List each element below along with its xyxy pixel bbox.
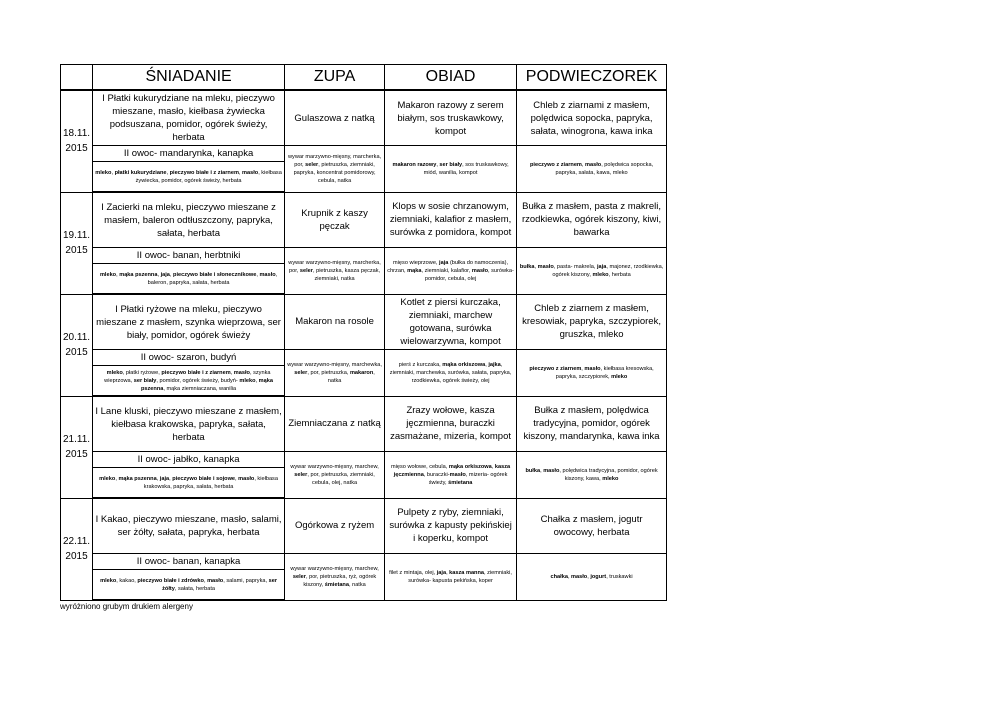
snack-cell: Bułka z masłem, polędwica tradycyjna, pomidor, ogórek kiszony, mandarynka, kawa inka bbox=[517, 396, 667, 452]
soup-cell: Gulaszowa z natką bbox=[285, 90, 385, 146]
breakfast-cell: I Kakao, pieczywo mieszane, masło, salami, ser żółty, sałata, papryka, herbata bbox=[93, 498, 285, 554]
day-date-line1: 18.11. bbox=[63, 128, 91, 140]
snack-ingredients: pieczywo z ziarnem, masło, polędwica sopocka, papryka, sałata, kawa, mleko bbox=[517, 146, 667, 193]
header-corner bbox=[61, 65, 93, 91]
dinner-ingredients: makaron razowy, ser biały, sos truskawkowy, miód, wanilia, kompot bbox=[385, 146, 517, 193]
day-date-line2: 2015 bbox=[65, 449, 88, 460]
day-date-line1: 22.11. bbox=[63, 536, 91, 547]
soup-cell: Makaron na rosole bbox=[285, 294, 385, 350]
day-date-line2: 2015 bbox=[65, 347, 88, 358]
day-date bbox=[61, 90, 93, 192]
day-date-line2: 2015 bbox=[65, 551, 88, 562]
snack-ingredients: bułka, masło, pasta- makrela, jaja, majonez, rzodkiewka, ogórek kiszony, mleko, herbata bbox=[517, 248, 667, 295]
breakfast-ingredients: mleko, mąka pszenna, jaja, pieczywo białe i słonecznikowe, masło, baleron, papryka, sałata, herbata bbox=[93, 264, 285, 295]
header-row bbox=[61, 65, 667, 91]
day-row-main bbox=[61, 192, 667, 248]
day-row-second-breakfast bbox=[61, 554, 667, 570]
menu-table bbox=[60, 64, 667, 601]
dinner-ingredients: pierś z kurczaka, mąka orkiszowa, jajka, ziemniaki, marchewka, surówka, sałata, papryka, rzodkiewka, ogórek świeży, olej bbox=[385, 350, 517, 397]
dinner-ingredients: mięso wołowe, cebula, mąka orkiszowa, kasza jęczmienna, buraczki-masło, mizeria- ogórek świeży, śmietana bbox=[385, 452, 517, 499]
dinner-cell: Klops w sosie chrzanowym, ziemniaki, kalafior z masłem, surówka z pomidora, kompot bbox=[385, 192, 517, 248]
dinner-ingredients: filet z mintaja, olej, jaja, kasza manna, ziemniaki, surówka- kapusta pekińska, koper bbox=[385, 554, 517, 601]
breakfast-ingredients: mleko, płatki ryżowe, pieczywo białe i z ziarnem, masło, szynka wieprzowa, ser biały, pomidor, ogórek świeży, budyń- mleko, mąka pszenna, mąka ziemniaczana, wanilia bbox=[93, 366, 285, 397]
breakfast-ingredients: mleko, kakao, pieczywo białe i zdrówko, masło, salami, papryka, ser żółty, sałata, herbata bbox=[93, 570, 285, 601]
soup-ingredients: wywar warzywno-mięsny, marchewka, seler, por, pietruszka, makaron, natka bbox=[285, 350, 385, 397]
breakfast-cell: I Płatki kukurydziane na mleku, pieczywo mieszane, masło, kiełbasa żywiecka podsuszana, pomidor, ogórek świeży, herbata bbox=[93, 90, 285, 146]
breakfast-ingredients: mleko, mąka pszenna, jaja, pieczywo białe i sojowe, masło, kiełbasa krakowska, papryka, sałata, herbata bbox=[93, 468, 285, 499]
breakfast-cell: I Płatki ryżowe na mleku, pieczywo mieszane z masłem, szynka wieprzowa, ser biały, pomidor, ogórek świeży bbox=[93, 294, 285, 350]
dinner-cell: Pulpety z ryby, ziemniaki, surówka z kapusty pekińskiej i koperku, kompot bbox=[385, 498, 517, 554]
header-soup: ZUPA bbox=[285, 65, 385, 91]
day-date-line2: 2015 bbox=[65, 245, 88, 256]
breakfast-cell: I Zacierki na mleku, pieczywo mieszane z masłem, baleron odtłuszczony, papryka, sałata, herbata bbox=[93, 192, 285, 248]
snack-ingredients: chałka, masło, jogurt, truskawki bbox=[517, 554, 667, 601]
dinner-ingredients: mięso wieprzowe, jaja (bułka do namoczenia), chrzan, mąka, ziemniaki, kalafior, masło, surówka-pomidor, cebula, olej bbox=[385, 248, 517, 295]
day-date bbox=[61, 498, 93, 600]
day-date bbox=[61, 294, 93, 396]
soup-ingredients: wywar warzywno-mięsny, marcherka, por, seler, pietruszka, kasza pęczak, ziemniaki, natka bbox=[285, 248, 385, 295]
second-breakfast-cell: II owoc- banan, kanapka bbox=[93, 554, 285, 570]
header-snack: PODWIECZOREK bbox=[517, 65, 667, 91]
day-date bbox=[61, 192, 93, 294]
snack-ingredients: pieczywo z ziarnem, masło, kiełbasa kresowska, papryka, szczypiorek, mleko bbox=[517, 350, 667, 397]
day-date-line2: 2015 bbox=[65, 143, 88, 155]
dinner-cell: Makaron razowy z serem białym, sos truskawkowy, kompot bbox=[385, 90, 517, 146]
day-row-second-breakfast bbox=[61, 248, 667, 264]
dinner-cell: Zrazy wołowe, kasza jęczmienna, buraczki zasmażane, mizeria, kompot bbox=[385, 396, 517, 452]
snack-cell: Chleb z ziarnami z masłem, polędwica sopocka, papryka, sałata, winogrona, kawa inka bbox=[517, 90, 667, 146]
header-dinner: OBIAD bbox=[385, 65, 517, 91]
snack-ingredients: bułka, masło, polędwica tradycyjna, pomidor, ogórek kiszony, kawa, mleko bbox=[517, 452, 667, 499]
soup-cell: Ogórkowa z ryżem bbox=[285, 498, 385, 554]
breakfast-cell: I Lane kluski, pieczywo mieszane z masłem, kiełbasa krakowska, papryka, sałata, herbata bbox=[93, 396, 285, 452]
soup-ingredients: wywar marzywno-mięsny, marcherka, por, seler, pietruszka, ziemniaki, papryka, koncentrat pomidorowy, cebula, natka bbox=[285, 146, 385, 193]
snack-cell: Chałka z masłem, jogutr owocowy, herbata bbox=[517, 498, 667, 554]
soup-ingredients: wywar warzywno-mięsny, marchew, seler, por, pietruszka, ziemniaki, cebula, olej, natka bbox=[285, 452, 385, 499]
soup-ingredients: wywar warzywno-mięsny, marchew, seler, por, pietruszka, ryż, ogórek kiszony, śmietana, natka bbox=[285, 554, 385, 601]
soup-cell: Ziemniaczana z natką bbox=[285, 396, 385, 452]
day-row-main bbox=[61, 294, 667, 350]
day-date-line1: 19.11. bbox=[63, 230, 91, 241]
second-breakfast-cell: II owoc- szaron, budyń bbox=[93, 350, 285, 366]
day-row-main bbox=[61, 498, 667, 554]
dinner-cell: Kotlet z piersi kurczaka, ziemniaki, marchew gotowana, surówka wielowarzywna, kompot bbox=[385, 294, 517, 350]
day-row-main bbox=[61, 90, 667, 146]
allergen-footnote: wyróżniono grubym drukiem alergeny bbox=[60, 602, 193, 611]
day-date-line1: 20.11. bbox=[63, 332, 91, 343]
second-breakfast-cell: II owoc- banan, herbtniki bbox=[93, 248, 285, 264]
day-row-second-breakfast bbox=[61, 350, 667, 366]
day-row-second-breakfast bbox=[61, 452, 667, 468]
second-breakfast-cell: II owoc- jabłko, kanapka bbox=[93, 452, 285, 468]
snack-cell: Bułka z masłem, pasta z makreli, rzodkiewka, ogórek kiszony, kiwi, bawarka bbox=[517, 192, 667, 248]
snack-cell: Chleb z ziarnem z masłem, kresowiak, papryka, szczypiorek, gruszka, mleko bbox=[517, 294, 667, 350]
day-date-line1: 21.11. bbox=[63, 434, 91, 445]
breakfast-ingredients: mleko, płatki kukurydziane, pieczywo białe i z ziarnem, masło, kiełbasa żywiecka, pomidor, ogórek świeży, herbata bbox=[93, 162, 285, 193]
day-date bbox=[61, 396, 93, 498]
second-breakfast-cell: II owoc- mandarynka, kanapka bbox=[93, 146, 285, 162]
menu-body bbox=[61, 90, 667, 600]
soup-cell: Krupnik z kaszy pęczak bbox=[285, 192, 385, 248]
header-breakfast: ŚNIADANIE bbox=[93, 65, 285, 91]
day-row-main bbox=[61, 396, 667, 452]
day-row-second-breakfast bbox=[61, 146, 667, 162]
